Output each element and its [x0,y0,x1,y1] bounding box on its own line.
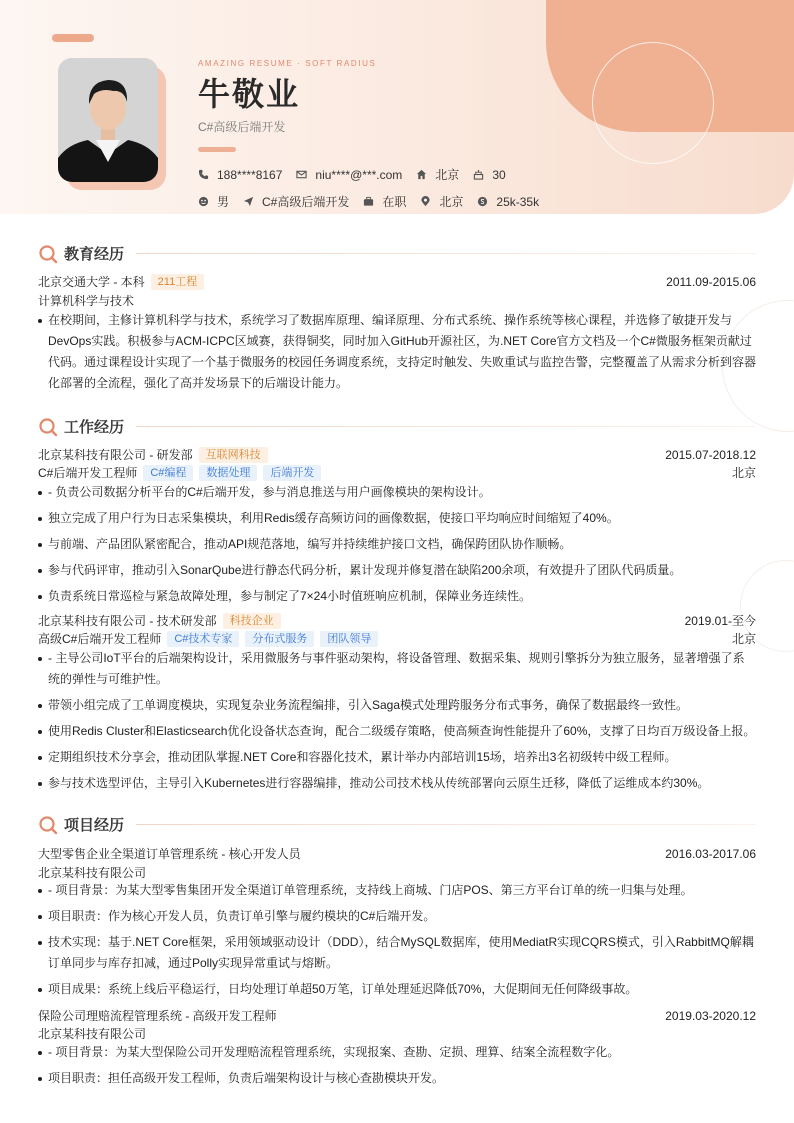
candidate-name: 牛敬业 [198,76,301,112]
job-position-row [38,464,756,481]
target-role: C#高级后端开发 [198,120,286,134]
salary-text: 25k-35k [496,194,540,209]
industry-tag: 科技企业 [223,613,281,629]
projects-section-header [38,814,756,835]
education-title: 教育经历 [64,246,125,263]
skill-tag: 团队领导 [320,631,378,647]
intent-text: C#高级后端开发 [262,195,350,209]
job-city: 北京 [731,632,756,646]
job-bullets [38,482,756,612]
job-date: 2019.01-至今 [684,614,756,628]
status-text: 在职 [382,195,407,209]
list-item: 参与技术选型评估，主导引入Kubernetes进行容器编排，推动公司技术栈从传统部署向云原生迁移，降低了运维成本约30%。 [38,773,756,794]
work-section-header [38,416,756,437]
list-item: 带领小组完成了工单调度模块，实现复杂业务流程编排，引入Saga模式处理跨服务分布式事务，确保了数据最终一致性。 [38,695,756,716]
age-item [473,168,505,182]
list-item: 定期组织技术分享会，推动团队掌握.NET Core和容器化技术，累计举办内部培训15场，培养出3名初级转中级工程师。 [38,747,756,768]
job-date: 2015.07-2018.12 [665,447,756,462]
list-item: 负责系统日常巡检与紧急故障处理，参与制定了7×24小时值班响应机制，保障业务连续性。 [38,586,756,607]
location-icon [420,196,431,207]
skill-tag: 数据处理 [199,465,257,481]
project-bullets [38,1042,756,1094]
education-date: 2011.09-2015.06 [666,274,756,289]
section-search-icon [38,417,58,437]
list-item: 与前端、产品团队紧密配合，推动API规范落地，编写并持续维护接口文档，确保跨团队协作顺畅。 [38,534,756,555]
project-company: 北京某科技有限公司 [38,866,147,880]
home-icon [416,169,427,180]
list-item: 项目成果：系统上线后平稳运行，日均处理订单超50万笔，订单处理延迟降低70%，大促期间无任何降级事故。 [38,979,756,1000]
status-item [363,193,406,210]
briefcase-icon [363,196,374,207]
job-position: C#后端开发工程师 [38,466,138,480]
job-position: 高级C#后端开发工程师 [38,632,162,646]
education-entry-header [38,273,756,290]
industry-tag: 互联网科技 [199,447,268,463]
skill-tag: C#编程 [143,465,193,481]
project-name: 大型零售企业全渠道订单管理系统 - 核心开发人员 [38,847,301,861]
name-accent-bar [198,147,236,152]
avatar [58,58,158,182]
project-date: 2019.03-2020.12 [665,1008,756,1023]
project-bullets [38,880,756,1005]
header-ring-decoration [592,42,714,164]
section-divider [136,253,756,254]
residence-item [416,166,459,183]
list-item: 在校期间，主修计算机科学与技术，系统学习了数据库原理、编译原理、分布式系统、操作系统等核心课程，并选修了敏捷开发与DevOps实践。积极参与ACM-ICPC区域赛，获得铜奖，同时加入GitHub开源社区，为.NET Core官方文档及一个C#微服务框架贡献过代码。通过课程设计实现了一个基于微服务的校园任务调度系统，支持定时触发、失败重试与监控告警，完整覆盖了从需求分析到容器化部署的全流程，强化了高并发场景下的后端设计能力。 [38,310,756,394]
email-item [296,168,402,182]
cake-icon [473,169,484,180]
job-entry-header [38,612,756,629]
mail-icon [296,169,307,180]
education-bullets [38,310,756,399]
job-entry-header [38,446,756,463]
list-item: 使用Redis Cluster和Elasticsearch优化设备状态查询，配合二级缓存策略，使高频查询性能提升了60%，支撑了日均百万级设备上报。 [38,721,756,742]
school-name: 北京交通大学 - 本科 [38,275,145,289]
send-icon [243,196,254,207]
list-item: - 项目背景：为某大型零售集团开发全渠道订单管理系统，支持线上商城、门店POS、第三方平台订单的统一归集与处理。 [38,880,756,901]
list-item: - 负责公司数据分析平台的C#后端开发，参与消息推送与用户画像模块的架构设计。 [38,482,756,503]
project-entry-header [38,1007,756,1024]
section-search-icon [38,244,58,264]
phone-item [198,168,282,182]
project-entry-header [38,845,756,862]
age-text: 30 [492,167,506,182]
residence-text: 北京 [435,168,460,182]
work-city-item [420,193,463,210]
school-tag: 211工程 [151,274,205,290]
job-city: 北京 [731,466,756,480]
section-divider [136,426,756,427]
list-item: - 项目背景：为某大型保险公司开发理赔流程管理系统，实现报案、查勘、定损、理算、结案全流程数字化。 [38,1042,756,1063]
avatar-portrait-image [58,58,158,182]
projects-title: 项目经历 [64,817,125,834]
skill-tag: C#技术专家 [167,631,239,647]
salary-item [477,195,539,209]
email-text: niu****@***.com [315,167,403,182]
section-search-icon [38,815,58,835]
money-icon [477,196,488,207]
phone-text: 188****8167 [217,167,283,182]
top-accent-pill [52,34,94,42]
work-city-text: 北京 [439,195,464,209]
project-name: 保险公司理赔流程管理系统 - 高级开发工程师 [38,1009,277,1023]
gender-text: 男 [217,195,230,209]
resume-tagline: AMAZING RESUME · SOFT RADIUS [198,59,377,68]
list-item: 项目职责：作为核心开发人员，负责订单引擎与履约模块的C#后端开发。 [38,906,756,927]
project-company: 北京某科技有限公司 [38,1027,147,1041]
job-bullets [38,648,756,799]
list-item: 项目职责：担任高级开发工程师，负责后端架构设计与核心查勘模块开发。 [38,1068,756,1089]
major-name: 计算机科学与技术 [38,294,135,308]
list-item: 参与代码评审，推动引入SonarQube进行静态代码分析，累计发现并修复潜在缺陷200余项，有效提升了团队代码质量。 [38,560,756,581]
company-name: 北京某科技有限公司 - 研发部 [38,448,193,462]
project-date: 2016.03-2017.06 [665,846,756,861]
section-divider [136,824,756,825]
intent-item [243,193,349,210]
education-section-header [38,243,756,264]
skill-tag: 分布式服务 [245,631,314,647]
job-position-row [38,630,756,647]
list-item: 独立完成了用户行为日志采集模块，利用Redis缓存高频访问的画像数据，使接口平均响应时间缩短了40%。 [38,508,756,529]
gender-icon [198,196,209,207]
list-item: 技术实现：基于.NET Core框架，采用领域驱动设计（DDD），结合MySQL数据库，使用MediatR实现CQRS模式，引入RabbitMQ解耦订单同步与库存扣减，通过Polly实现异常重试与熔断。 [38,932,756,974]
list-item: - 主导公司IoT平台的后端架构设计，采用微服务与事件驱动架构，将设备管理、数据采集、规则引擎拆分为独立服务，显著增强了系统的弹性与可维护性。 [38,648,756,690]
work-title: 工作经历 [64,419,125,436]
skill-tag: 后端开发 [263,465,321,481]
contact-row-1 [198,166,520,183]
phone-icon [198,169,209,180]
company-name: 北京某科技有限公司 - 技术研发部 [38,614,217,628]
contact-row-2 [198,193,553,210]
gender-item [198,193,229,210]
